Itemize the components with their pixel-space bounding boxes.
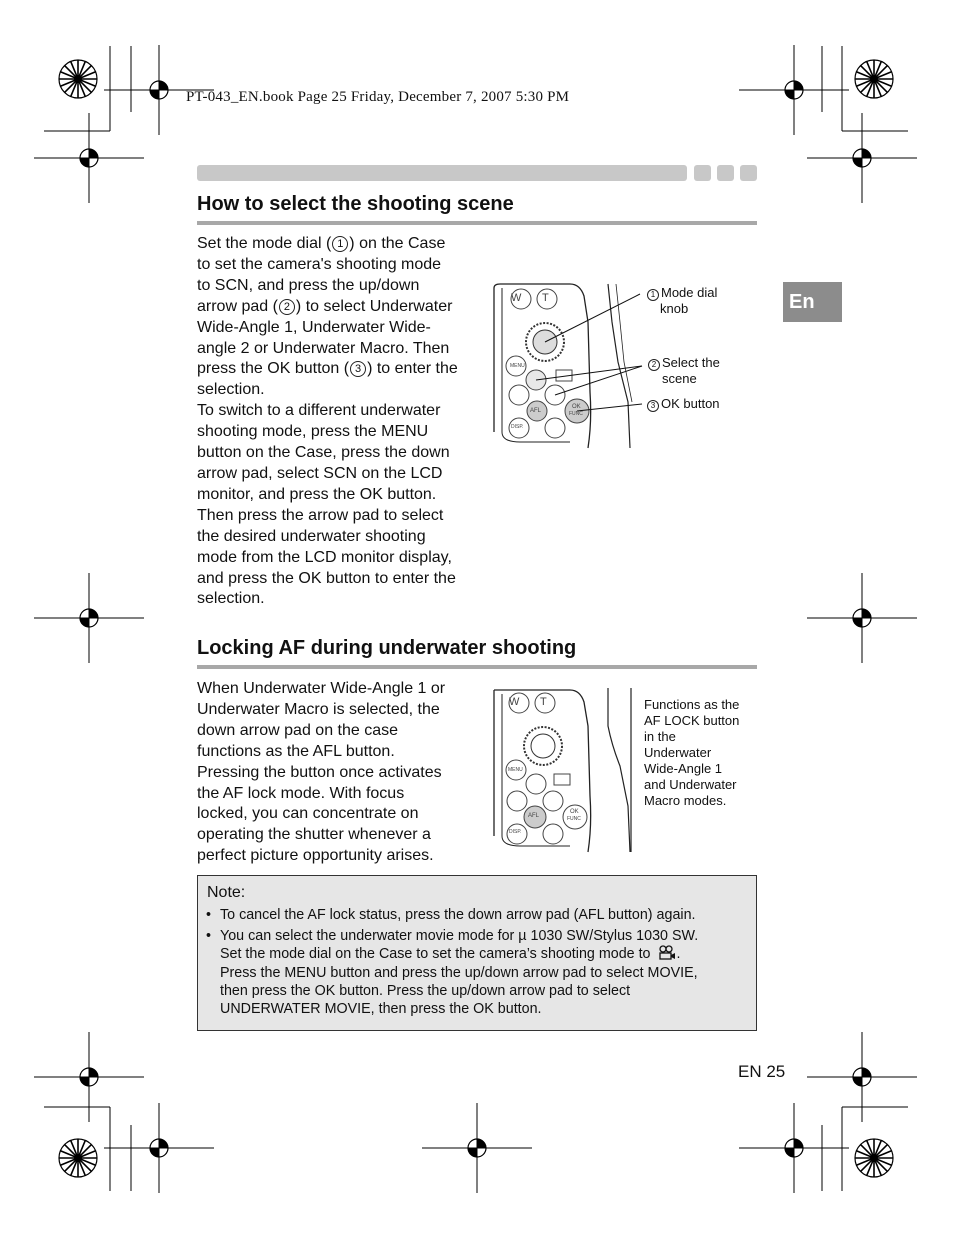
ok-button-label: OK <box>570 809 579 815</box>
note-item: • You can select the underwater movie mode for µ 1030 SW/Stylus 1030 SW. Set the mode dial on the Case to set the camera’s shooting mode to . Press the MENU button and press the up/down arrow pad to select MOVIE, then press the OK button. Press the up/down arrow pad to select UNDERWATER MOVIE, then press the OK button. <box>204 927 744 1018</box>
section-title: Locking AF during underwater shooting <box>197 637 577 659</box>
body-line: arrow pad, select SCN on the LCD <box>197 464 443 482</box>
section-bar-square <box>694 165 711 181</box>
note-box <box>197 875 757 1031</box>
note-list <box>204 906 744 1021</box>
body-line: to SCN, and press the up/down <box>197 276 420 294</box>
section-bar <box>197 165 687 181</box>
section-rule <box>197 665 757 669</box>
body-line: selection. <box>197 590 265 608</box>
body-line: the AF lock mode. With focus <box>197 784 405 802</box>
section-bar-square <box>717 165 734 181</box>
body-line: perfect picture opportunity arises. <box>197 847 434 865</box>
book-header-line: PT-043_EN.book Page 25 Friday, December 7, 2007 5:30 PM <box>186 89 570 105</box>
body-line: selection. <box>197 381 265 399</box>
body-line: Then press the arrow pad to select <box>197 506 444 524</box>
body-line: mode from the LCD monitor display, <box>197 548 452 566</box>
language-tab: En <box>783 282 842 322</box>
zoom-tele-label: T <box>540 696 547 708</box>
callout-number: 1 <box>647 289 659 301</box>
disp-button-label: DISP. <box>511 424 524 430</box>
callout-number: 3 <box>647 400 659 412</box>
callout-number: 1 <box>332 236 348 252</box>
body-line: the desired underwater shooting <box>197 527 426 545</box>
callout-select-scene: 2 Select the scene <box>648 355 720 387</box>
callout-number: 3 <box>350 361 366 377</box>
body-line: When Underwater Wide-Angle 1 or <box>197 680 446 697</box>
callout-number: 2 <box>648 359 660 371</box>
zoom-wide-label: W <box>509 696 520 708</box>
body-line: angle 2 or Underwater Macro. Then <box>197 339 450 357</box>
afl-button-label: AFL <box>528 813 540 819</box>
section-body <box>197 679 482 867</box>
section-rule <box>197 221 757 225</box>
page-number: EN 25 <box>738 1062 786 1081</box>
body-line: Pressing the button once activates <box>197 763 442 781</box>
callout-mode-dial: 1 Mode dial knob <box>647 285 717 317</box>
zoom-tele-label: T <box>542 292 549 304</box>
note-item: • To cancel the AF lock status, press the down arrow pad (AFL button) again. <box>204 906 744 924</box>
body-line: Wide-Angle 1, Underwater Wide- <box>197 318 431 336</box>
section-bar-square <box>740 165 757 181</box>
body-line: down arrow pad on the case <box>197 721 399 739</box>
body-line: press the OK button ( 3 ) to enter the <box>197 360 458 378</box>
zoom-wide-label: W <box>511 292 522 304</box>
afl-caption: Functions as the AF LOCK button in the Underwater Wide-Angle 1 and Underwater Macro modes. <box>644 697 740 808</box>
disp-button-label: DISP. <box>509 829 522 835</box>
body-line: operating the shutter whenever a <box>197 826 431 844</box>
menu-button-label: MENU <box>508 767 523 773</box>
body-line: locked, you can concentrate on <box>197 805 419 823</box>
section-body <box>197 234 482 610</box>
body-line: arrow pad ( 2 ) to select Underwater <box>197 297 453 315</box>
body-line: to set the camera's shooting mode <box>197 255 442 273</box>
section-title: How to select the shooting scene <box>197 193 514 215</box>
body-line: Underwater Macro is selected, the <box>197 700 440 718</box>
func-button-label: FUNC <box>569 411 583 417</box>
body-line: button on the Case, press the down <box>197 444 450 462</box>
afl-button-label: AFL <box>530 408 542 414</box>
ok-button-label: OK <box>572 404 581 410</box>
callout-number: 2 <box>279 299 295 315</box>
body-line: and press the OK button to enter the <box>197 569 456 587</box>
body-line: functions as the AFL button. <box>197 742 395 760</box>
body-line: monitor, and press the OK button. <box>197 485 437 503</box>
body-line: Set the mode dial ( 1 ) on the Case <box>197 235 446 252</box>
callout-ok-button: 3 OK button <box>647 396 720 412</box>
note-title: Note: <box>207 884 246 901</box>
body-line: To switch to a different underwater <box>197 402 441 420</box>
body-line: shooting mode, press the MENU <box>197 423 429 441</box>
movie-camera-icon <box>658 945 676 960</box>
func-button-label: FUNC <box>567 816 581 822</box>
menu-button-label: MENU <box>510 363 525 369</box>
